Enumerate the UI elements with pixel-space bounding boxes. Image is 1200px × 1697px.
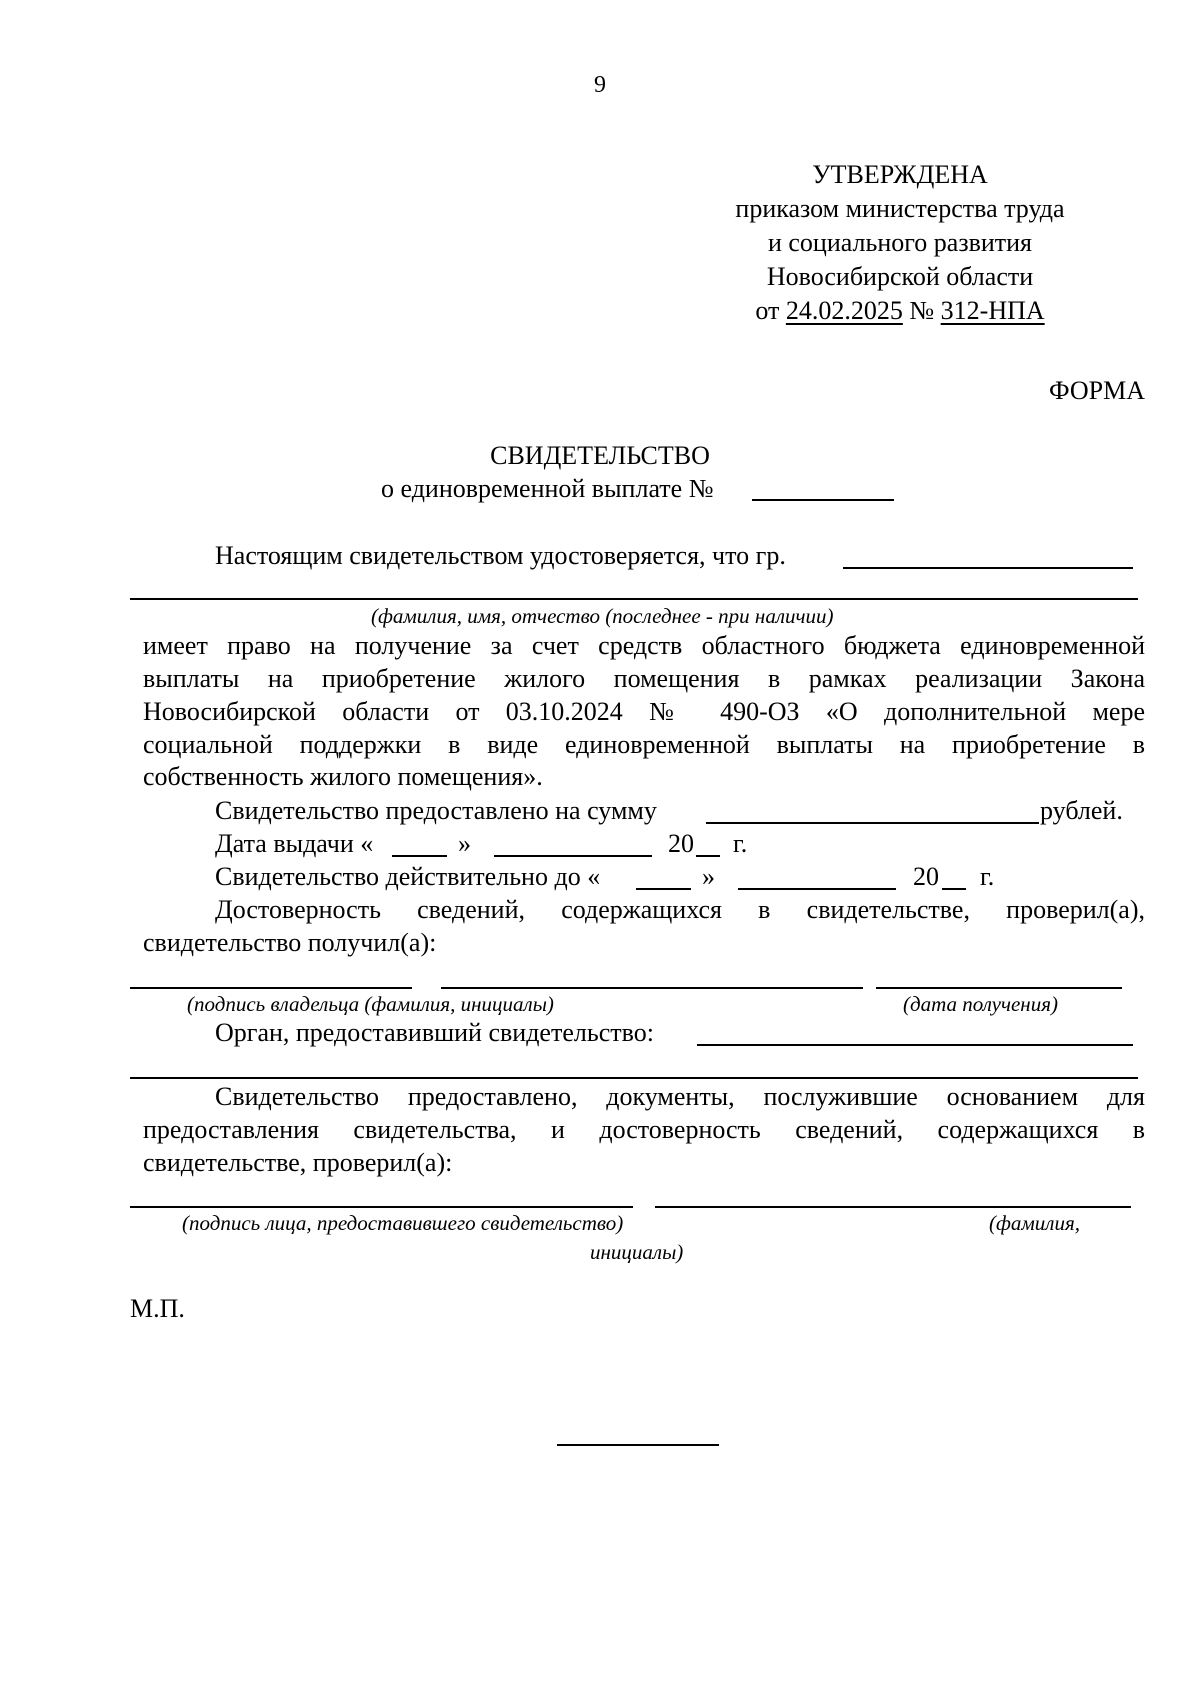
stamp-place: М.П. xyxy=(130,1294,185,1323)
body-line-2: выплаты на приобретение жилого помещения в рамках реализации Закона xyxy=(143,664,1145,693)
caption-fio: (фамилия, имя, отчество (последнее - при наличии) xyxy=(371,604,834,628)
issue-date-prefix: Дата выдачи « xyxy=(215,829,374,858)
document-title: СВИДЕТЕЛЬСТВО xyxy=(490,441,710,470)
valid-until-prefix: Свидетельство действительно до « xyxy=(215,862,601,891)
caption-fio-short-1: (фамилия, xyxy=(989,1211,1080,1235)
owner-name-blank[interactable] xyxy=(441,987,863,989)
fio-blank[interactable] xyxy=(130,598,1138,600)
issue-day-blank[interactable] xyxy=(392,855,447,857)
number-blank[interactable] xyxy=(752,499,894,501)
caption-date-received: (дата получения) xyxy=(903,992,1058,1016)
body-line-1: имеет право на получение за счет средств областного бюджета единовременной xyxy=(143,631,1145,660)
sum-prefix: Свидетельство предоставлено на сумму xyxy=(215,796,657,825)
approval-num-sign: № xyxy=(909,296,935,325)
form-label: ФОРМА xyxy=(1049,376,1145,405)
issue-month-blank[interactable] xyxy=(494,855,652,857)
body-line-4: социальной поддержки в виде единовременной выплаты на приобретение в xyxy=(143,730,1145,759)
verify-line-2: свидетельство получил(а): xyxy=(143,928,437,957)
body-line-3: Новосибирской области от 03.10.2024 № 490-ОЗ «О дополнительной мере xyxy=(143,697,1145,726)
verify-line-1: Достоверность сведений, содержащихся в свидетельстве, проверил(а), xyxy=(215,895,1145,924)
approval-line-2: и социального развития xyxy=(767,228,1033,257)
closing-separator xyxy=(557,1444,719,1446)
body-line-5: собственность жилого помещения». xyxy=(143,762,543,791)
valid-month-blank[interactable] xyxy=(738,888,896,890)
approval-block xyxy=(690,158,1110,328)
organ-blank-2[interactable] xyxy=(130,1077,1138,1079)
intro-text: Настоящим свидетельством удостоверяется, что гр. xyxy=(215,541,786,570)
valid-day-blank[interactable] xyxy=(636,888,691,890)
organ-label: Орган, предоставивший свидетельство: xyxy=(215,1018,654,1047)
valid-year-blank[interactable] xyxy=(942,888,966,890)
caption-fio-short-2: инициалы) xyxy=(590,1240,684,1264)
date-received-blank[interactable] xyxy=(876,987,1122,989)
provided-line-2: предоставления свидетельства, и достоверность сведений, содержащихся в xyxy=(143,1115,1145,1144)
owner-signature-blank[interactable] xyxy=(130,987,412,989)
issue-year: 20 xyxy=(668,829,694,858)
provider-signature-blank[interactable] xyxy=(130,1206,633,1208)
issue-date-close: » xyxy=(458,829,471,858)
approval-line-4 xyxy=(690,294,1110,328)
provided-line-1: Свидетельство предоставлено, документы, послужившие основанием для xyxy=(215,1082,1145,1111)
caption-owner-signature: (подпись владельца (фамилия, инициалы) xyxy=(187,992,554,1016)
caption-provider-signature: (подпись лица, предоставившего свидетельство) xyxy=(182,1211,624,1235)
valid-year-suffix: г. xyxy=(980,862,995,891)
approval-line-1: приказом министерства труда xyxy=(735,194,1065,223)
approval-number: 312-НПА xyxy=(940,296,1045,325)
page-number: 9 xyxy=(594,72,606,98)
approval-prefix: от xyxy=(755,296,780,325)
organ-blank[interactable] xyxy=(697,1044,1133,1046)
valid-year: 20 xyxy=(913,862,939,891)
provider-name-blank[interactable] xyxy=(655,1206,1131,1208)
citizen-blank[interactable] xyxy=(843,567,1133,569)
issue-year-suffix: г. xyxy=(733,829,748,858)
sum-suffix: рублей. xyxy=(1040,796,1123,825)
provided-line-3: свидетельстве, проверил(а): xyxy=(143,1148,453,1177)
issue-year-blank[interactable] xyxy=(696,855,720,857)
approval-title: УТВЕРЖДЕНА xyxy=(812,160,988,189)
valid-until-close: » xyxy=(702,862,715,891)
approval-line-3: Новосибирской области xyxy=(766,262,1034,291)
approval-date: 24.02.2025 xyxy=(785,296,903,325)
document-subtitle: о единовременной выплате № xyxy=(381,474,714,503)
sum-blank[interactable] xyxy=(706,822,1039,824)
